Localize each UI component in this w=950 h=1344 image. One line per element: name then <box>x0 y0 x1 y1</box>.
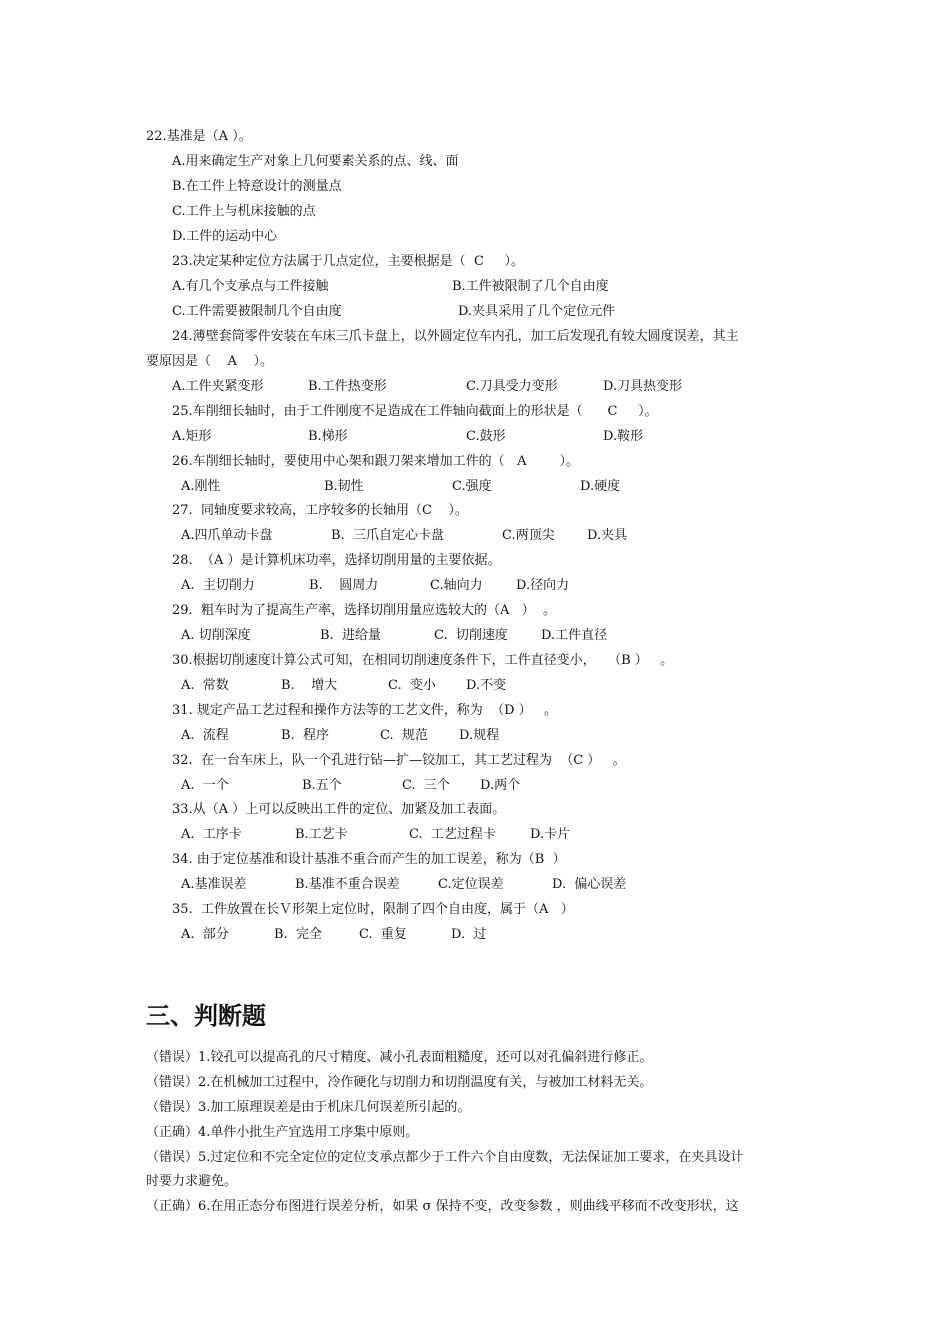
q22-option-a: A.用来确定生产对象上几何要素关系的点、线、面 <box>172 154 459 169</box>
q30-option-b: B. 增大 <box>281 678 338 693</box>
q33-option-a: A. 工序卡 <box>181 827 242 842</box>
q34-stem: 34. 由于定位基准和设计基准不重合而产生的加工误差，称为（B ） <box>172 852 566 867</box>
q35-option-d: D. 过 <box>451 927 487 942</box>
q29-option-c: C. 切削速度 <box>434 628 508 643</box>
q29-option-b: B. 进给量 <box>320 628 381 643</box>
q32-option-a: A. 一个 <box>181 778 229 793</box>
q31-option-d: D.规程 <box>459 728 500 743</box>
q24-option-a: A.工件夹紧变形 <box>172 379 264 394</box>
q29-option-d: D.工件直径 <box>541 628 608 643</box>
q23-option-a: A.有几个支承点与工件接触 <box>172 279 329 294</box>
q28-stem: 28. （A ）是计算机床功率，选择切削用量的主要依据。 <box>172 553 501 568</box>
q25-stem: 25.车削细长轴时，由于工件刚度不足造成在工件轴向截面上的形状是（ C ）。 <box>172 404 658 419</box>
q33-option-b: B.工艺卡 <box>295 827 348 842</box>
q27-option-d: D.夹具 <box>587 528 628 543</box>
q27-stem: 27. 同轴度要求较高，工序较多的长轴用（C ）。 <box>172 503 468 518</box>
q32-option-c: C. 三个 <box>402 778 450 793</box>
q34-option-d: D. 偏心误差 <box>552 877 627 892</box>
q32-option-b: B.五个 <box>302 778 342 793</box>
q30-option-d: D.不变 <box>466 678 507 693</box>
q30-option-a: A. 常数 <box>181 678 229 693</box>
q29-option-a: A. 切削深度 <box>181 628 251 643</box>
q26-option-c: C.强度 <box>452 479 492 494</box>
q28-option-c: C.轴向力 <box>430 578 483 593</box>
q23-option-c: C.工件需要被限制几个自由度 <box>172 304 342 319</box>
q33-option-c: C. 工艺过程卡 <box>409 827 496 842</box>
q33-option-d: D.卡片 <box>530 827 571 842</box>
q28-option-d: D.径向力 <box>516 578 570 593</box>
q26-option-a: A.刚性 <box>181 479 221 494</box>
judgement-item-5-line2: 时要力求避免。 <box>146 1174 238 1189</box>
judgement-item-3: （错误）3.加工原理误差是由于机床几何误差所引起的。 <box>146 1100 471 1115</box>
judgement-item-2: （错误）2.在机械加工过程中，冷作硬化与切削力和切削温度有关，与被加工材料无关。 <box>146 1075 653 1090</box>
judgement-item-6: （正确）6.在用正态分布图进行误差分析，如果 σ 保持不变，改变参数 ，则曲线平移而不改变形状，这 <box>146 1199 739 1214</box>
q25-option-d: D.鞍形 <box>603 429 644 444</box>
q27-option-b: B. 三爪自定心卡盘 <box>331 528 444 543</box>
section-heading-judgement: 三、判断题 <box>146 1002 266 1030</box>
q23-option-d: D.夹具采用了几个定位元件 <box>458 304 616 319</box>
q24-stem-line2: 要原因是（ A ）。 <box>146 354 273 369</box>
q35-option-a: A. 部分 <box>181 927 229 942</box>
q22-stem: 22.基准是（A ）。 <box>146 129 252 144</box>
q34-option-b: B.基准不重合误差 <box>295 877 400 892</box>
q28-option-b: B. 圆周力 <box>309 578 379 593</box>
q34-option-a: A.基准误差 <box>181 877 247 892</box>
q35-option-b: B. 完全 <box>274 927 322 942</box>
q26-option-d: D.硬度 <box>580 479 621 494</box>
q22-option-b: B.在工件上特意设计的测量点 <box>172 179 342 194</box>
q23-stem: 23.决定某种定位方法属于几点定位，主要根据是（ C ）。 <box>172 254 525 269</box>
q32-option-d: D.两个 <box>480 778 521 793</box>
q26-stem: 26.车削细长轴时，要使用中心架和跟刀架来增加工件的（ A ）。 <box>172 454 580 469</box>
q31-option-b: B. 程序 <box>281 728 329 743</box>
judgement-item-1: （错误）1.铰孔可以提高孔的尺寸精度、减小孔表面粗糙度，还可以对孔偏斜进行修正。 <box>146 1050 653 1065</box>
q25-option-b: B.梯形 <box>308 429 348 444</box>
judgement-item-4: （正确）4.单件小批生产宜选用工序集中原则。 <box>146 1125 419 1140</box>
q26-option-b: B.韧性 <box>324 479 364 494</box>
q30-stem: 30.根据切削速度计算公式可知，在相同切削速度条件下，工件直径变小， （B ） 。 <box>172 653 674 668</box>
q35-option-c: C. 重复 <box>359 927 407 942</box>
q31-stem: 31. 规定产品工艺过程和操作方法等的工艺文件，称为 （D ） 。 <box>172 703 558 718</box>
q25-option-c: C.鼓形 <box>466 429 506 444</box>
q34-option-c: C.定位误差 <box>438 877 504 892</box>
q24-option-c: C.刀具受力变形 <box>466 379 558 394</box>
q22-option-c: C.工件上与机床接触的点 <box>172 204 316 219</box>
q28-option-a: A. 主切削力 <box>181 578 255 593</box>
q24-option-d: D.刀具热变形 <box>603 379 683 394</box>
q29-stem: 29. 粗车时为了提高生产率，选择切削用量应选较大的（A ） 。 <box>172 603 556 618</box>
q24-option-b: B.工件热变形 <box>308 379 387 394</box>
q27-option-c: C.两顶尖 <box>502 528 555 543</box>
q31-option-a: A. 流程 <box>181 728 229 743</box>
q22-option-d: D.工件的运动中心 <box>172 229 278 244</box>
q23-option-b: B.工件被限制了几个自由度 <box>452 279 609 294</box>
q24-stem-line1: 24.薄壁套筒零件安装在车床三爪卡盘上，以外圆定位车内孔，加工后发现孔有较大圆度误差，其主 <box>172 329 739 344</box>
q30-option-c: C. 变小 <box>388 678 436 693</box>
q35-stem: 35. 工件放置在长Ｖ形架上定位时，限制了四个自由度，属于（A ） <box>172 902 574 917</box>
q27-option-a: A.四爪单动卡盘 <box>181 528 273 543</box>
q32-stem: 32. 在一台车床上，队一个孔进行钻—扩—铰加工，其工艺过程为 （C ） 。 <box>172 753 626 768</box>
q25-option-a: A.矩形 <box>172 429 212 444</box>
q33-stem: 33.从（A ）上可以反映出工件的定位、加紧及加工表面。 <box>172 802 506 817</box>
judgement-item-5-line1: （错误）5.过定位和不完全定位的定位支承点都少于工件六个自由度数，无法保证加工要求，在夹具设计 <box>146 1150 744 1165</box>
q31-option-c: C. 规范 <box>380 728 428 743</box>
